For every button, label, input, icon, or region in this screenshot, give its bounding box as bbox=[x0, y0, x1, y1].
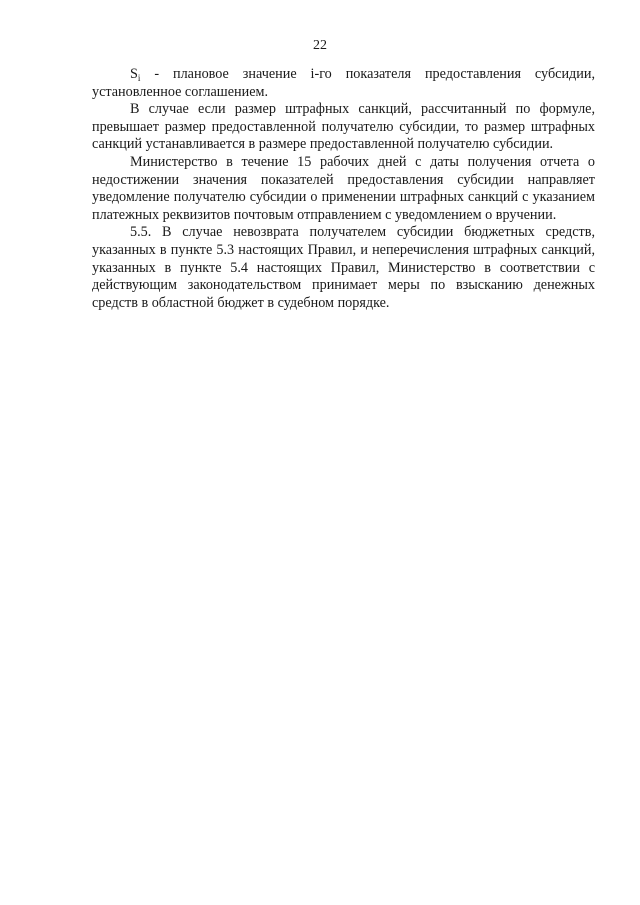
document-body bbox=[92, 66, 595, 312]
paragraph-si-text: - плановое значение i-го показателя предоставления субсидии, установленное соглашением. bbox=[92, 66, 595, 100]
s-symbol: S bbox=[130, 66, 138, 82]
paragraph-penalty-cap: В случае если размер штрафных санкций, рассчитанный по формуле, превышает размер предоставленной получателю субсидии, то размер штрафных санкций устанавливается в размере предоставленной получателю субсидии. bbox=[92, 101, 595, 153]
paragraph-5-5: 5.5. В случае невозврата получателем субсидии бюджетных средств, указанных в пункте 5.3 настоящих Правил, и неперечисления штрафных санкций, указанных в пункте 5.4 настоящих Правил, Министерство в соответствии с действующим законодательством принимает меры по взысканию денежных средств в областной бюджет в судебном порядке. bbox=[92, 224, 595, 311]
page-number: 22 bbox=[313, 38, 327, 53]
s-subscript: i bbox=[137, 73, 141, 83]
paragraph-si-definition bbox=[92, 66, 595, 101]
paragraph-ministry-notice: Министерство в течение 15 рабочих дней с даты получения отчета о недостижении значения показателей предоставления субсидии направляет уведомление получателю субсидии о применении штрафных санкций с указанием платежных реквизитов почтовым отправлением с уведомлением о вручении. bbox=[92, 153, 595, 223]
